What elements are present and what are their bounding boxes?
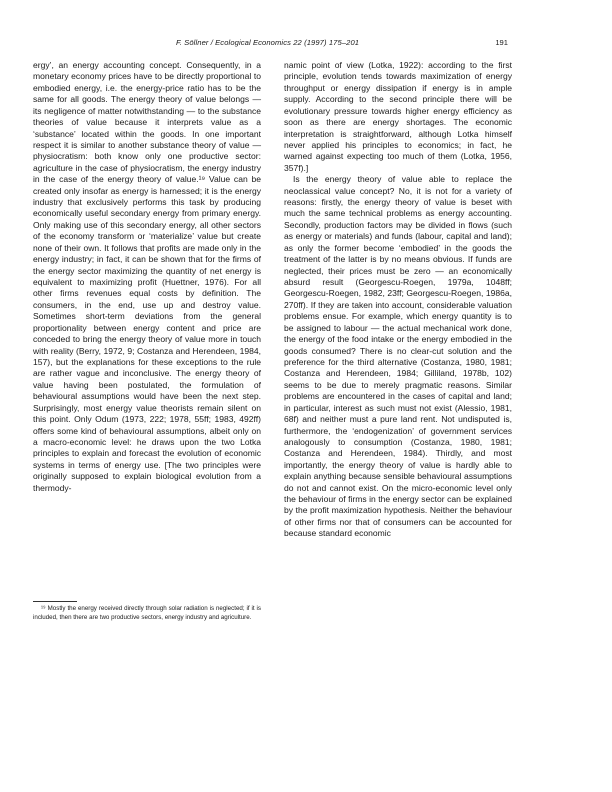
page-number: 191 <box>495 38 508 47</box>
footnote <box>33 604 261 623</box>
footnote-rule <box>33 601 77 602</box>
paragraph: ergy’, an energy accounting concept. Consequently, in a monetary economy prices have to be directly proportional to embodied energy, i.e. the energy-price ratio has to be the same for all goods. The energy theory of value belongs — its negligence of matter notwithstanding — to the substance theories of value because it interprets value as a ‘substance’ located within the goods. In one important respect it is similar to another substance theory of value — physiocratism: both know only one productive sector: agriculture in the case of physiocratism, the energy industry in the case of the energy theory of value.¹⁹ Value can be created only insofar as energy is harnessed; it is the energy industry that exclusively performs this task by producing economically useful secondary energy from primary energy. Only making use of this secondary energy, all other sectors of the economy transform or ‘materialize’ value but create none of their own. It follows that profits are made only in the energy industry; in fact, it can be shown that for the firms of the energy sector maximizing the quantity of net energy is equivalent to maximizing profit (Huettner, 1976). For all other firms revenues equal costs by definition. The consumers, in the end, use up and destroy value. Sometimes short-term deviations from the general proportionality between energy content and price are conceded to bring the energy theory of value more in touch with reality (Berry, 1972, 9; Costanza and Herendeen, 1984, 157), but the explanations for these exceptions to the rule are rather vague and inconclusive. The energy theory of value having been postulated, the formulation of behavioural assumptions would have been the next step. Surprisingly, most energy value theorists remain silent on this point. Only Odum (1973, 222; 1978, 55ff; 1983, 492ff) offers some kind of behavioural assumptions, albeit only on a macro-economic level: he draws upon the two Lotka principles to explain and forecast the evolution of economic systems in terms of energy use. [The two principles were originally supposed to explain biological evolution from a thermody- <box>33 60 261 493</box>
paragraph: namic point of view (Lotka, 1922): according to the first principle, evolution tends towards maximization of energy throughput or energy dissipation if energy is in ample supply. According to the second principle there will be evolutionary pressure towards higher energy efficiency as soon as there are energy shortages. The economic interpretation is straightforward, although Lotka himself never applied his principles to economics; in fact, he warned against expecting too much of them (Lotka, 1956, 357f).] <box>284 60 512 173</box>
left-column <box>33 60 261 494</box>
footnote-text: ¹⁹ Mostly the energy received directly through solar radiation is neglected; if it is included, then there are two productive sectors, energy industry and agriculture. <box>33 605 261 622</box>
running-header <box>0 38 612 50</box>
right-column <box>284 60 512 540</box>
running-head: F. Söllner / Ecological Economics 22 (1997) 175–201 <box>176 38 360 47</box>
paragraph: Is the energy theory of value able to replace the neoclassical value concept? No, it is not for a variety of reasons: firstly, the energy theory of value is beset with much the same technical problems as energy accounting. Secondly, production factors may be divided in flows (such as energy or materials) and funds (labour, capital and land); as only the former become ‘embodied’ in the goods the treatment of the latter is by no means obvious. If funds are neglected, their prices must be zero — an economically absurd result (Georgescu-Roegen, 1979a, 1048ff; Georgescu-Roegen, 1982, 23ff; Georgescu-Roegen, 1986a, 270ff). If they are taken into account, considerable valuation problems ensue. For example, which energy quantity is to be assigned to labour — the actual mechanical work done, the energy of the food intake or the energy embodied in the goods consumed? There is no clear-cut solution and the preference for the third alternative (Costanza, 1980, 1981; Costanza and Herendeen, 1984; Gilliland, 1978b, 102) seems to be due to merely pragmatic reasons. Similar problems are encountered in the cases of capital and land; in particular, interest as such must not exist (Alessio, 1981, 68f) and neither must a pure land rent. Not undisputed is, furthermore, the ‘endogenization’ of government services analogously to consumption (Costanza, 1980, 1981; Costanza and Herendeen, 1984). Thirdly, and most importantly, the energy theory of value is hardly able to explain anything because sensible behavioural assumptions do not and cannot exist. On the micro-economic level only the behaviour of firms in the energy sector can be explained by the profit maximization hypothesis. Neither the behaviour of other firms nor that of consumers can be accounted for because standard economic <box>284 174 512 539</box>
